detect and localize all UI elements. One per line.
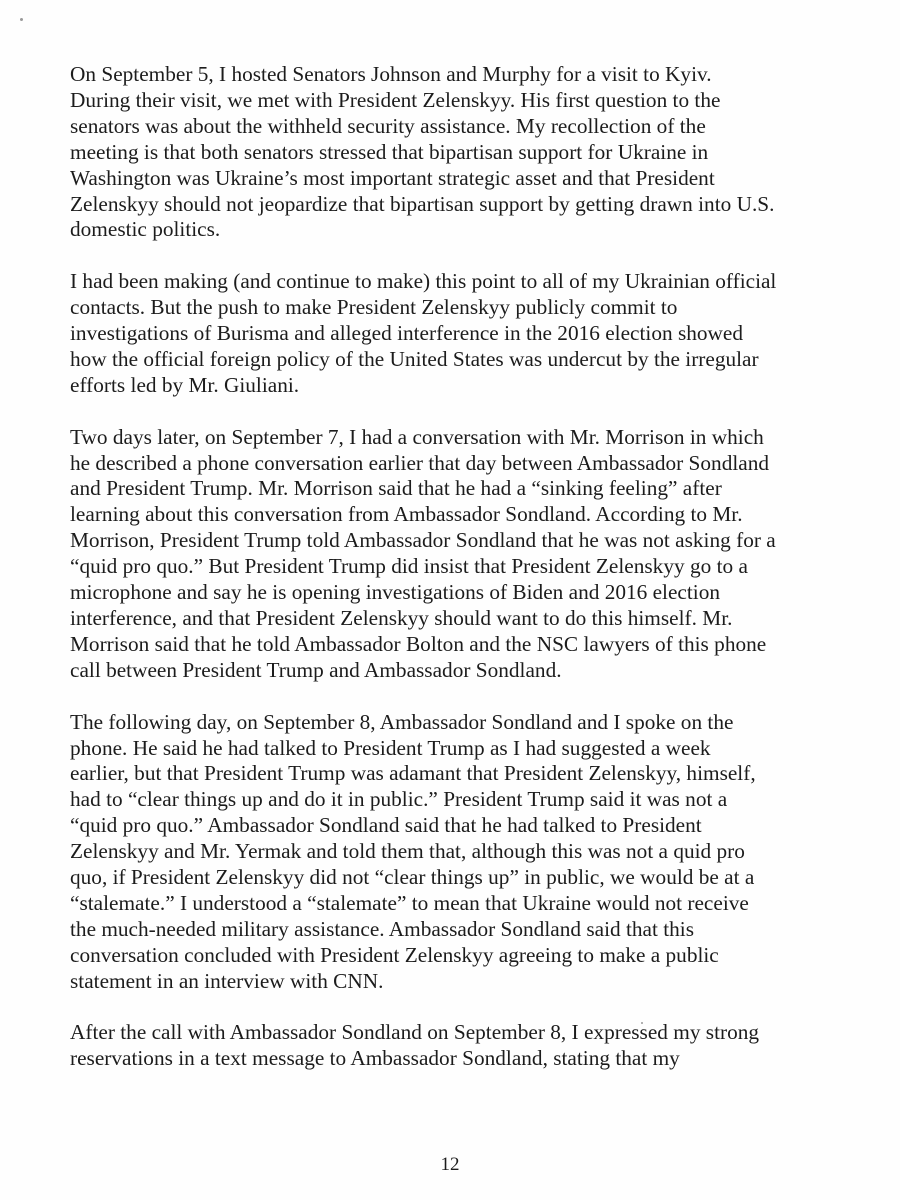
text-line: how the official foreign policy of the United States was undercut by the irregular [70, 346, 759, 371]
paragraph [70, 425, 860, 684]
text-line: On September 5, I hosted Senators Johnson and Murphy for a visit to Kyiv. [70, 62, 712, 86]
text-line: the much-needed military assistance. Ambassador Sondland said that this [70, 916, 694, 941]
document-body [70, 62, 860, 1098]
text-line: efforts led by Mr. Giuliani. [70, 372, 300, 397]
text-line: During their visit, we met with President Zelenskyy. His first question to the [70, 87, 721, 112]
paragraph [70, 1020, 860, 1072]
text-line: and President Trump. Mr. Morrison said that he had a “sinking feeling” after [70, 476, 722, 501]
page-number: 12 [440, 1154, 460, 1175]
text-line: call between President Trump and Ambassador Sondland. [70, 657, 562, 682]
text-line: “quid pro quo.” Ambassador Sondland said that he had talked to President [70, 813, 702, 838]
text-line: microphone and say he is opening investigations of Biden and 2016 election [70, 580, 721, 605]
text-line: he described a phone conversation earlier that day between Ambassador Sondland [70, 450, 770, 475]
text-line: meeting is that both senators stressed that bipartisan support for Ukraine in [70, 139, 709, 164]
text-line: “stalemate.” I understood a “stalemate” to mean that Ukraine would not receive [70, 890, 749, 915]
text-line: quo, if President Zelenskyy did not “clear things up” in public, we would be at a [70, 865, 755, 890]
text-line: phone. He said he had talked to President Trump as I had suggested a week [70, 735, 711, 760]
text-line: statement in an interview with CNN. [70, 968, 384, 993]
text-line: After the call with Ambassador Sondland on September 8, I expressed my strong [70, 1020, 760, 1045]
text-line: conversation concluded with President Zelenskyy agreeing to make a public [70, 942, 719, 967]
paragraph [70, 269, 860, 399]
text-line: senators was about the withheld security assistance. My recollection of the [70, 113, 706, 138]
text-line: Two days later, on September 7, I had a conversation with Mr. Morrison in which [70, 424, 764, 449]
text-line: interference, and that President Zelenskyy should want to do this himself. Mr. [70, 606, 733, 630]
text-line: I had been making (and continue to make) this point to all of my Ukrainian official [70, 269, 777, 294]
text-line: The following day, on September 8, Ambassador Sondland and I spoke on the [70, 709, 734, 734]
text-line: Washington was Ukraine’s most important strategic asset and that President [70, 165, 715, 190]
text-line: Zelenskyy should not jeopardize that bipartisan support by getting drawn into U.S. [70, 191, 775, 216]
text-line: earlier, but that President Trump was adamant that President Zelenskyy, himself, [70, 761, 756, 786]
text-line: Morrison, President Trump told Ambassador Sondland that he was not asking for a [70, 528, 776, 553]
scan-speck [20, 18, 23, 21]
text-line: reservations in a text message to Ambassador Sondland, stating that my [70, 1046, 680, 1071]
text-line: Morrison said that he told Ambassador Bolton and the NSC lawyers of this phone [70, 631, 767, 656]
text-line: Zelenskyy and Mr. Yermak and told them that, although this was not a quid pro [70, 839, 745, 864]
text-line: “quid pro quo.” But President Trump did insist that President Zelenskyy go to a [70, 554, 748, 579]
paragraph [70, 710, 860, 995]
text-line: learning about this conversation from Ambassador Sondland. According to Mr. [70, 502, 743, 527]
paragraph [70, 62, 860, 243]
text-line: had to “clear things up and do it in public.” President Trump said it was not a [70, 787, 728, 812]
text-line: investigations of Burisma and alleged interference in the 2016 election showed [70, 321, 744, 346]
text-line: contacts. But the push to make President Zelenskyy publicly commit to [70, 295, 678, 320]
text-line: domestic politics. [70, 217, 221, 242]
